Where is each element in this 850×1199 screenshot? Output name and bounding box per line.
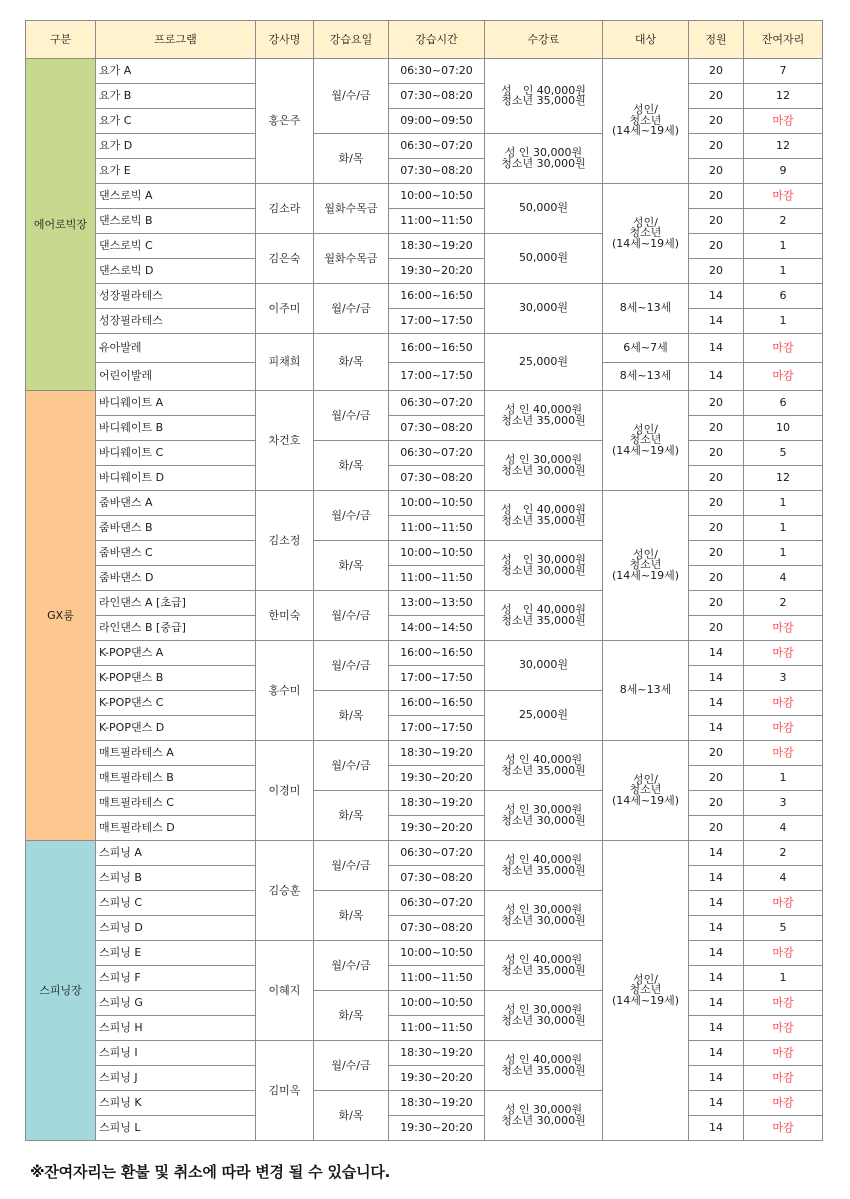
- capacity: 14: [689, 866, 744, 891]
- status-badge-closed: 마감: [744, 891, 823, 916]
- status-badge-closed: 마감: [744, 1016, 823, 1041]
- class-time: 19:30~20:20: [389, 816, 485, 841]
- tuition-fee: 30,000원: [485, 284, 603, 334]
- program-name: 줌바댄스 B: [96, 516, 256, 541]
- class-time: 19:30~20:20: [389, 1116, 485, 1141]
- capacity: 14: [689, 916, 744, 941]
- tuition-fee: 성 인 30,000원 청소년 30,000원: [485, 891, 603, 941]
- status-badge-closed: 마감: [744, 991, 823, 1016]
- instructor-name: 이혜지: [256, 941, 314, 1041]
- capacity: 20: [689, 259, 744, 284]
- table-row: [26, 1041, 823, 1066]
- class-days: 화/목: [314, 541, 389, 591]
- table-row: [26, 84, 823, 109]
- capacity: 20: [689, 441, 744, 466]
- table-row: [26, 791, 823, 816]
- capacity: 20: [689, 209, 744, 234]
- class-time: 19:30~20:20: [389, 766, 485, 791]
- table-row: [26, 466, 823, 491]
- tuition-fee: 성 인 40,000원 청소년 35,000원: [485, 59, 603, 134]
- table-row: [26, 991, 823, 1016]
- capacity: 14: [689, 309, 744, 334]
- instructor-name: 이경미: [256, 741, 314, 841]
- instructor-name: 김승훈: [256, 841, 314, 941]
- program-name: 댄스로빅 D: [96, 259, 256, 284]
- program-name: 스피닝 A: [96, 841, 256, 866]
- tuition-fee: 50,000원: [485, 234, 603, 284]
- table-row: [26, 334, 823, 363]
- table-row: [26, 234, 823, 259]
- program-name: K-POP댄스 B: [96, 666, 256, 691]
- tuition-fee: 성 인 40,000원 청소년 35,000원: [485, 591, 603, 641]
- capacity: 20: [689, 491, 744, 516]
- header-fee: 수강료: [485, 21, 603, 59]
- class-days: 화/목: [314, 134, 389, 184]
- status-badge-closed: 마감: [744, 741, 823, 766]
- capacity: 20: [689, 541, 744, 566]
- target-group: 8세~13세: [603, 641, 689, 741]
- table-row: [26, 916, 823, 941]
- target-group: 성인/ 청소년 (14세~19세): [603, 59, 689, 184]
- program-name: 요가 E: [96, 159, 256, 184]
- tuition-fee: 성 인 40,000원 청소년 35,000원: [485, 491, 603, 541]
- tuition-fee: 성 인 30,000원 청소년 30,000원: [485, 991, 603, 1041]
- class-time: 17:00~17:50: [389, 666, 485, 691]
- capacity: 14: [689, 666, 744, 691]
- table-row: [26, 516, 823, 541]
- remaining-seats: 4: [744, 566, 823, 591]
- remaining-seats: 1: [744, 234, 823, 259]
- capacity: 20: [689, 591, 744, 616]
- class-days: 월/수/금: [314, 941, 389, 991]
- program-name: 요가 D: [96, 134, 256, 159]
- class-time: 16:00~16:50: [389, 284, 485, 309]
- class-time: 11:00~11:50: [389, 209, 485, 234]
- footnote: ※잔여자리는 환불 및 취소에 따라 변경 될 수 있습니다.: [30, 1163, 391, 1181]
- tuition-fee: 성 인 30,000원 청소년 30,000원: [485, 791, 603, 841]
- remaining-seats: 6: [744, 391, 823, 416]
- target-group: 성인/ 청소년 (14세~19세): [603, 491, 689, 641]
- instructor-name: 홍수미: [256, 641, 314, 741]
- class-days: 월/수/금: [314, 591, 389, 641]
- target-group: 성인/ 청소년 (14세~19세): [603, 741, 689, 841]
- program-name: 어린이발레: [96, 362, 256, 391]
- target-group: 성인/ 청소년 (14세~19세): [603, 391, 689, 491]
- table-row: [26, 1016, 823, 1041]
- capacity: 20: [689, 159, 744, 184]
- program-name: 줌바댄스 C: [96, 541, 256, 566]
- instructor-name: 김미옥: [256, 1041, 314, 1141]
- program-name: 줌바댄스 A: [96, 491, 256, 516]
- tuition-fee: 성 인 30,000원 청소년 30,000원: [485, 134, 603, 184]
- class-time: 17:00~17:50: [389, 309, 485, 334]
- status-badge-closed: 마감: [744, 184, 823, 209]
- capacity: 20: [689, 516, 744, 541]
- class-days: 화/목: [314, 791, 389, 841]
- target-group: 8세~13세: [603, 284, 689, 334]
- class-time: 07:30~08:20: [389, 84, 485, 109]
- table-row: [26, 666, 823, 691]
- table-row: [26, 741, 823, 766]
- program-name: 바디웨이트 A: [96, 391, 256, 416]
- tuition-fee: 성 인 40,000원 청소년 35,000원: [485, 841, 603, 891]
- tuition-fee: 성 인 40,000원 청소년 35,000원: [485, 741, 603, 791]
- class-time: 10:00~10:50: [389, 541, 485, 566]
- status-badge-closed: 마감: [744, 1116, 823, 1141]
- class-days: 월/수/금: [314, 841, 389, 891]
- class-days: 화/목: [314, 1091, 389, 1141]
- class-time: 06:30~07:20: [389, 134, 485, 159]
- capacity: 14: [689, 891, 744, 916]
- remaining-seats: 5: [744, 441, 823, 466]
- status-badge-closed: 마감: [744, 941, 823, 966]
- program-name: 스피닝 K: [96, 1091, 256, 1116]
- capacity: 20: [689, 416, 744, 441]
- status-badge-closed: 마감: [744, 716, 823, 741]
- program-name: K-POP댄스 A: [96, 641, 256, 666]
- class-time: 06:30~07:20: [389, 841, 485, 866]
- capacity: 20: [689, 816, 744, 841]
- table-row: [26, 209, 823, 234]
- class-time: 16:00~16:50: [389, 641, 485, 666]
- table-row: [26, 441, 823, 466]
- remaining-seats: 4: [744, 866, 823, 891]
- remaining-seats: 3: [744, 791, 823, 816]
- category-cell: 에어로빅장: [26, 59, 96, 391]
- capacity: 20: [689, 84, 744, 109]
- class-time: 14:00~14:50: [389, 616, 485, 641]
- tuition-fee: 성 인 30,000원 청소년 30,000원: [485, 441, 603, 491]
- category-cell: 스피닝장: [26, 841, 96, 1141]
- program-name: 댄스로빅 A: [96, 184, 256, 209]
- capacity: 20: [689, 466, 744, 491]
- program-name: 댄스로빅 C: [96, 234, 256, 259]
- table-row: [26, 716, 823, 741]
- class-time: 07:30~08:20: [389, 416, 485, 441]
- program-name: 스피닝 L: [96, 1116, 256, 1141]
- capacity: 14: [689, 1016, 744, 1041]
- class-days: 화/목: [314, 334, 389, 391]
- tuition-fee: 성 인 40,000원 청소년 35,000원: [485, 391, 603, 441]
- capacity: 14: [689, 941, 744, 966]
- table-row: [26, 541, 823, 566]
- remaining-seats: 12: [744, 84, 823, 109]
- table-row: [26, 362, 823, 391]
- program-name: 바디웨이트 D: [96, 466, 256, 491]
- class-time: 18:30~19:20: [389, 791, 485, 816]
- capacity: 14: [689, 691, 744, 716]
- table-row: [26, 616, 823, 641]
- table-row: [26, 284, 823, 309]
- remaining-seats: 12: [744, 134, 823, 159]
- remaining-seats: 5: [744, 916, 823, 941]
- remaining-seats: 10: [744, 416, 823, 441]
- class-time: 11:00~11:50: [389, 566, 485, 591]
- instructor-name: 이주미: [256, 284, 314, 334]
- header-target: 대상: [603, 21, 689, 59]
- capacity: 14: [689, 1041, 744, 1066]
- header-days: 강습요일: [314, 21, 389, 59]
- header-program: 프로그램: [96, 21, 256, 59]
- capacity: 14: [689, 991, 744, 1016]
- class-time: 06:30~07:20: [389, 391, 485, 416]
- capacity: 14: [689, 284, 744, 309]
- table-row: [26, 891, 823, 916]
- schedule-body: [26, 59, 823, 1141]
- capacity: 20: [689, 766, 744, 791]
- class-time: 11:00~11:50: [389, 1016, 485, 1041]
- class-time: 07:30~08:20: [389, 159, 485, 184]
- target-group: 8세~13세: [603, 362, 689, 391]
- class-time: 18:30~19:20: [389, 234, 485, 259]
- capacity: 14: [689, 716, 744, 741]
- remaining-seats: 1: [744, 966, 823, 991]
- remaining-seats: 2: [744, 591, 823, 616]
- class-time: 10:00~10:50: [389, 941, 485, 966]
- remaining-seats: 2: [744, 841, 823, 866]
- program-name: 요가 C: [96, 109, 256, 134]
- class-time: 07:30~08:20: [389, 866, 485, 891]
- category-cell: GX룸: [26, 391, 96, 841]
- class-time: 07:30~08:20: [389, 466, 485, 491]
- table-row: [26, 259, 823, 284]
- table-row: [26, 491, 823, 516]
- instructor-name: 차건호: [256, 391, 314, 491]
- class-days: 월/수/금: [314, 284, 389, 334]
- target-group: 성인/ 청소년 (14세~19세): [603, 841, 689, 1141]
- status-badge-closed: 마감: [744, 362, 823, 391]
- capacity: 20: [689, 741, 744, 766]
- remaining-seats: 1: [744, 516, 823, 541]
- instructor-name: 김은숙: [256, 234, 314, 284]
- tuition-fee: 성 인 30,000원 청소년 30,000원: [485, 541, 603, 591]
- header-row: [26, 21, 823, 59]
- tuition-fee: 성 인 30,000원 청소년 30,000원: [485, 1091, 603, 1141]
- instructor-name: 김소라: [256, 184, 314, 234]
- program-name: K-POP댄스 C: [96, 691, 256, 716]
- class-time: 07:30~08:20: [389, 916, 485, 941]
- table-row: [26, 391, 823, 416]
- remaining-seats: 1: [744, 766, 823, 791]
- header-instructor: 강사명: [256, 21, 314, 59]
- status-badge-closed: 마감: [744, 616, 823, 641]
- header-category: 구분: [26, 21, 96, 59]
- tuition-fee: 30,000원: [485, 641, 603, 691]
- header-capacity: 정원: [689, 21, 744, 59]
- class-time: 06:30~07:20: [389, 891, 485, 916]
- class-time: 16:00~16:50: [389, 334, 485, 363]
- program-name: 바디웨이트 B: [96, 416, 256, 441]
- program-name: 성장필라테스: [96, 309, 256, 334]
- program-name: 스피닝 C: [96, 891, 256, 916]
- program-name: 댄스로빅 B: [96, 209, 256, 234]
- capacity: 14: [689, 1091, 744, 1116]
- program-name: 요가 A: [96, 59, 256, 84]
- capacity: 14: [689, 1116, 744, 1141]
- class-days: 월화수목금: [314, 184, 389, 234]
- class-time: 11:00~11:50: [389, 966, 485, 991]
- status-badge-closed: 마감: [744, 691, 823, 716]
- table-row: [26, 591, 823, 616]
- capacity: 14: [689, 841, 744, 866]
- table-row: [26, 1091, 823, 1116]
- program-name: 성장필라테스: [96, 284, 256, 309]
- capacity: 20: [689, 134, 744, 159]
- table-row: [26, 766, 823, 791]
- class-time: 18:30~19:20: [389, 741, 485, 766]
- class-schedule-table: [25, 20, 823, 1141]
- program-name: 유아발레: [96, 334, 256, 363]
- program-name: 라인댄스 B [중급]: [96, 616, 256, 641]
- program-name: 스피닝 J: [96, 1066, 256, 1091]
- class-days: 월/수/금: [314, 491, 389, 541]
- table-row: [26, 941, 823, 966]
- class-time: 19:30~20:20: [389, 1066, 485, 1091]
- table-row: [26, 59, 823, 84]
- remaining-seats: 7: [744, 59, 823, 84]
- tuition-fee: 50,000원: [485, 184, 603, 234]
- table-row: [26, 866, 823, 891]
- class-time: 10:00~10:50: [389, 491, 485, 516]
- table-row: [26, 841, 823, 866]
- table-row: [26, 416, 823, 441]
- table-row: [26, 966, 823, 991]
- target-group: 6세~7세: [603, 334, 689, 363]
- program-name: 스피닝 D: [96, 916, 256, 941]
- program-name: 매트필라테스 C: [96, 791, 256, 816]
- capacity: 14: [689, 1066, 744, 1091]
- status-badge-closed: 마감: [744, 641, 823, 666]
- table-row: [26, 566, 823, 591]
- capacity: 14: [689, 966, 744, 991]
- capacity: 20: [689, 234, 744, 259]
- status-badge-closed: 마감: [744, 109, 823, 134]
- class-time: 06:30~07:20: [389, 441, 485, 466]
- program-name: 스피닝 B: [96, 866, 256, 891]
- program-name: 매트필라테스 A: [96, 741, 256, 766]
- class-days: 월/수/금: [314, 641, 389, 691]
- class-time: 18:30~19:20: [389, 1091, 485, 1116]
- class-days: 화/목: [314, 891, 389, 941]
- class-time: 09:00~09:50: [389, 109, 485, 134]
- program-name: 스피닝 E: [96, 941, 256, 966]
- capacity: 14: [689, 334, 744, 363]
- program-name: 매트필라테스 D: [96, 816, 256, 841]
- class-time: 19:30~20:20: [389, 259, 485, 284]
- class-time: 17:00~17:50: [389, 362, 485, 391]
- instructor-name: 김소정: [256, 491, 314, 591]
- class-days: 화/목: [314, 441, 389, 491]
- capacity: 20: [689, 59, 744, 84]
- table-row: [26, 816, 823, 841]
- program-name: 라인댄스 A [초급]: [96, 591, 256, 616]
- remaining-seats: 9: [744, 159, 823, 184]
- class-time: 13:00~13:50: [389, 591, 485, 616]
- capacity: 20: [689, 616, 744, 641]
- status-badge-closed: 마감: [744, 1041, 823, 1066]
- table-row: [26, 1116, 823, 1141]
- remaining-seats: 1: [744, 541, 823, 566]
- program-name: 스피닝 I: [96, 1041, 256, 1066]
- capacity: 20: [689, 109, 744, 134]
- table-row: [26, 134, 823, 159]
- tuition-fee: 성 인 40,000원 청소년 35,000원: [485, 941, 603, 991]
- instructor-name: 한미숙: [256, 591, 314, 641]
- tuition-fee: 25,000원: [485, 691, 603, 741]
- status-badge-closed: 마감: [744, 1091, 823, 1116]
- program-name: 바디웨이트 C: [96, 441, 256, 466]
- remaining-seats: 12: [744, 466, 823, 491]
- instructor-name: 피채희: [256, 334, 314, 391]
- program-name: 매트필라테스 B: [96, 766, 256, 791]
- instructor-name: 홍은주: [256, 59, 314, 184]
- program-name: 줌바댄스 D: [96, 566, 256, 591]
- class-days: 월/수/금: [314, 1041, 389, 1091]
- capacity: 20: [689, 391, 744, 416]
- table-row: [26, 691, 823, 716]
- class-time: 11:00~11:50: [389, 516, 485, 541]
- class-days: 화/목: [314, 691, 389, 741]
- status-badge-closed: 마감: [744, 1066, 823, 1091]
- class-days: 월화수목금: [314, 234, 389, 284]
- class-time: 17:00~17:50: [389, 716, 485, 741]
- table-row: [26, 159, 823, 184]
- class-time: 16:00~16:50: [389, 691, 485, 716]
- remaining-seats: 3: [744, 666, 823, 691]
- remaining-seats: 6: [744, 284, 823, 309]
- header-remaining: 잔여자리: [744, 21, 823, 59]
- program-name: 요가 B: [96, 84, 256, 109]
- class-days: 월/수/금: [314, 391, 389, 441]
- tuition-fee: 25,000원: [485, 334, 603, 391]
- header-time: 강습시간: [389, 21, 485, 59]
- tuition-fee: 성 인 40,000원 청소년 35,000원: [485, 1041, 603, 1091]
- class-days: 화/목: [314, 991, 389, 1041]
- class-days: 월/수/금: [314, 59, 389, 134]
- capacity: 20: [689, 184, 744, 209]
- remaining-seats: 4: [744, 816, 823, 841]
- capacity: 14: [689, 641, 744, 666]
- table-row: [26, 109, 823, 134]
- capacity: 20: [689, 791, 744, 816]
- remaining-seats: 1: [744, 309, 823, 334]
- status-badge-closed: 마감: [744, 334, 823, 363]
- table-row: [26, 309, 823, 334]
- table-row: [26, 641, 823, 666]
- class-time: 10:00~10:50: [389, 184, 485, 209]
- class-time: 10:00~10:50: [389, 991, 485, 1016]
- remaining-seats: 1: [744, 259, 823, 284]
- remaining-seats: 1: [744, 491, 823, 516]
- program-name: 스피닝 G: [96, 991, 256, 1016]
- program-name: 스피닝 H: [96, 1016, 256, 1041]
- capacity: 20: [689, 566, 744, 591]
- class-days: 월/수/금: [314, 741, 389, 791]
- program-name: 스피닝 F: [96, 966, 256, 991]
- table-row: [26, 1066, 823, 1091]
- target-group: 성인/ 청소년 (14세~19세): [603, 184, 689, 284]
- remaining-seats: 2: [744, 209, 823, 234]
- class-time: 06:30~07:20: [389, 59, 485, 84]
- program-name: K-POP댄스 D: [96, 716, 256, 741]
- table-row: [26, 184, 823, 209]
- capacity: 14: [689, 362, 744, 391]
- class-time: 18:30~19:20: [389, 1041, 485, 1066]
